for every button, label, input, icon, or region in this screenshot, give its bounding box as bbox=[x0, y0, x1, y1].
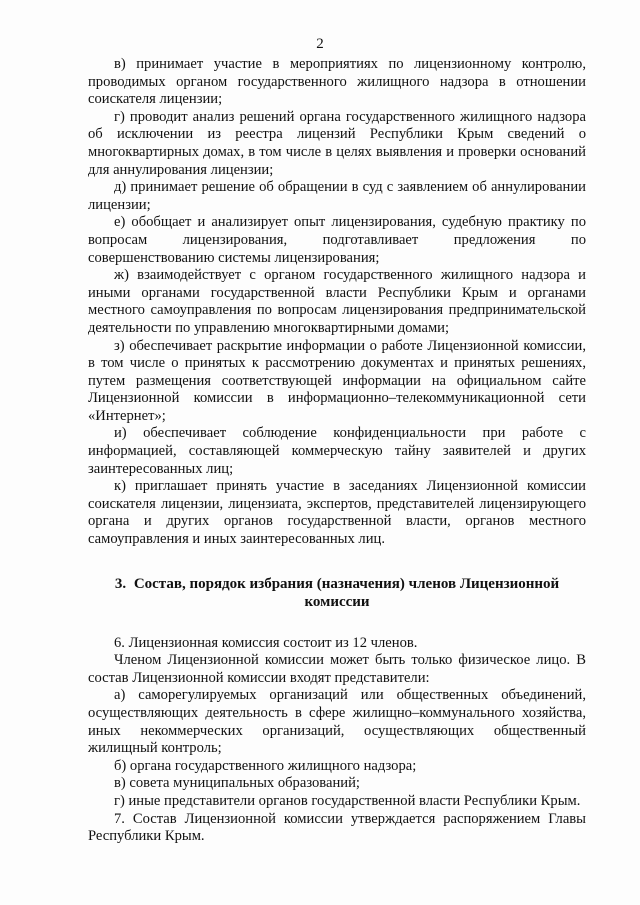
paragraph-i: и) обеспечивает соблюдение конфиденциальности при работе с информацией, составляющей коммерческую тайну заявителей и других заинтересованных лиц; bbox=[88, 425, 586, 477]
paragraph-d: д) принимает решение об обращении в суд с заявлением об аннулировании лицензии; bbox=[88, 179, 586, 213]
paragraph-z: з) обеспечивает раскрытие информации о работе Лицензионной комиссии, в том числе о принятых к рассмотрению документах и принятых решениях, путем размещения соответствующей информации на официальном сайте Лицензионной комиссии в информационно–телекоммуникационной сети «Интернет»; bbox=[88, 337, 586, 424]
paragraph-g: г) проводит анализ решений органа государственного жилищного надзора об исключении из реестра лицензий Республики Крым сведений о многоквартирных домах, в том числе в целях выявления и проверки оснований для аннулирования лицензии; bbox=[88, 108, 586, 178]
section-number: 3. bbox=[114, 575, 127, 592]
section-title: Состав, порядок избрания (назначения) членов Лицензионной комиссии bbox=[133, 575, 560, 610]
paragraph-6: 6. Лицензионная комиссия состоит из 12 членов. bbox=[114, 634, 418, 651]
paragraph-b: б) органа государственного жилищного надзора; bbox=[114, 757, 417, 774]
paragraph-zh: ж) взаимодействует с органом государственного жилищного надзора и иными органами государственной власти Республики Крым и органами местного самоуправления по вопросам лицензирования предпринимательской деятельности по управлению многоквартирными домами; bbox=[88, 267, 586, 336]
paragraph-k: к) приглашает принять участие в заседаниях Лицензионной комиссии соискателя лицензии, лицензиата, экспертов, представителей лицензирующего органа и других органов государственной власти, органов местного самоуправления и иных заинтересованных лиц. bbox=[88, 478, 586, 548]
paragraph-7: 7. Состав Лицензионной комиссии утверждается распоряжением Главы Республики Крым. bbox=[88, 810, 586, 845]
paragraph-g2: г) иные представители органов государственной власти Республики Крым. bbox=[114, 792, 581, 809]
paragraph-v: в) принимает участие в мероприятиях по лицензионному контролю, проводимых органом государственного жилищного надзора в отношении соискателя лицензии; bbox=[88, 56, 586, 108]
paragraph-a: а) саморегулируемых организаций или общественных объединений, осуществляющих деятельность в сфере жилищно–коммунального хозяйства, иных некоммерческих организаций, осуществляющих общественный жилищный контроль; bbox=[88, 687, 586, 757]
section-heading bbox=[88, 575, 586, 611]
paragraph-member: Членом Лицензионной комиссии может быть только физическое лицо. В состав Лицензионной комиссии входят представители: bbox=[88, 652, 586, 686]
page-number: 2 bbox=[316, 36, 324, 52]
paragraph-v2: в) совета муниципальных образований; bbox=[114, 775, 360, 792]
document-body bbox=[88, 56, 586, 846]
paragraph-e: е) обобщает и анализирует опыт лицензирования, судебную практику по вопросам лицензирования, подготавливает предложения по совершенствованию системы лицензирования; bbox=[88, 214, 586, 266]
